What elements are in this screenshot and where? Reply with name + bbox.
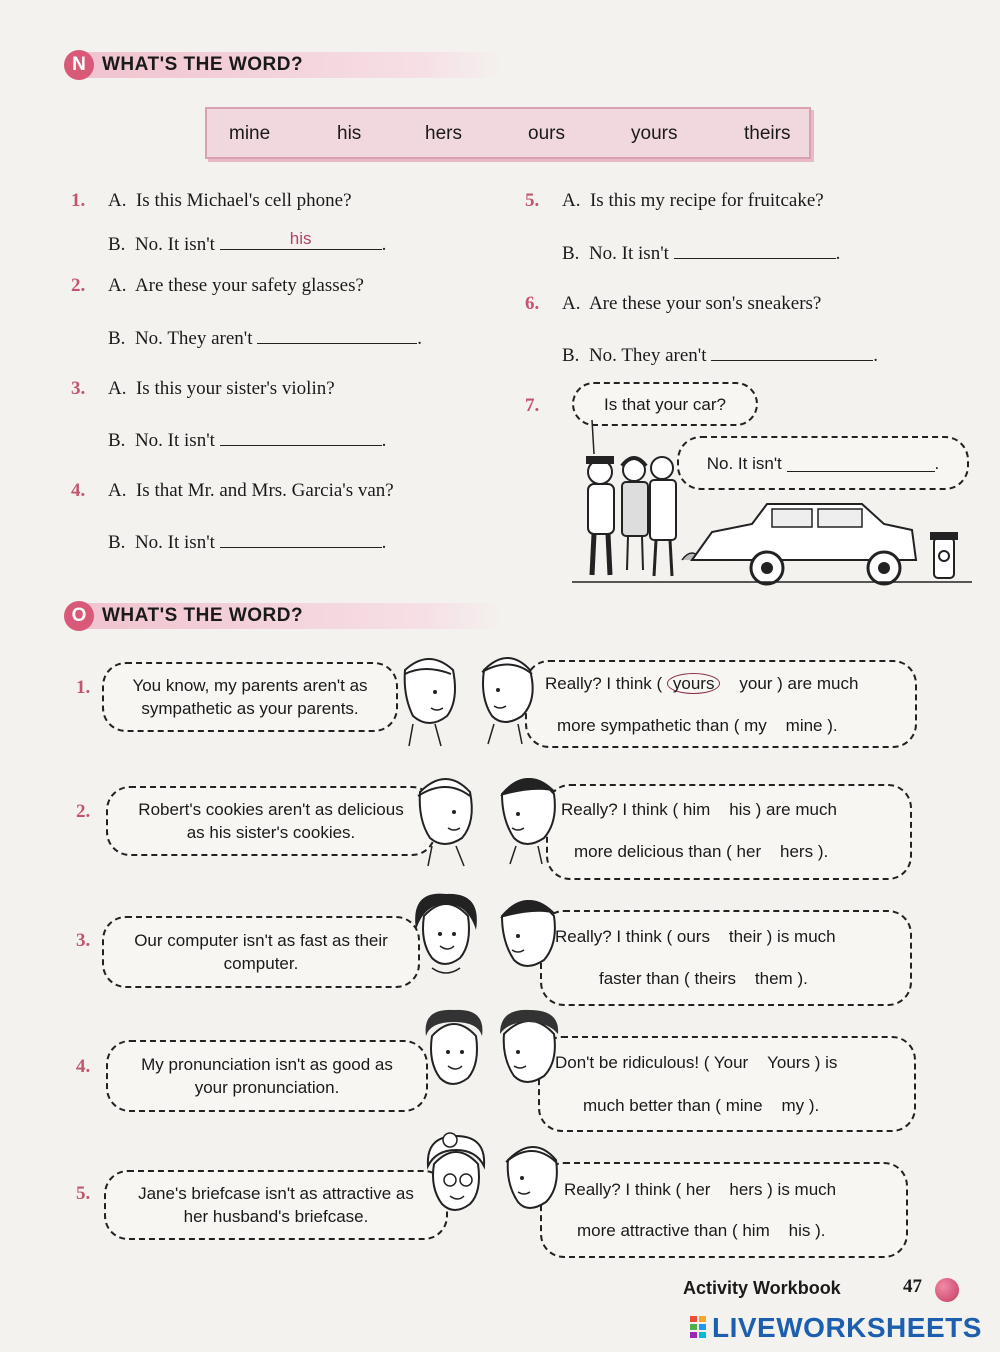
answer-blank[interactable] — [220, 229, 382, 250]
question-number: 5. — [525, 190, 540, 211]
reply-text: much better than ( — [583, 1096, 726, 1115]
answer-prefix: No. It isn't — [134, 234, 215, 255]
reply-text: Really? I think ( — [545, 674, 667, 693]
choice-option[interactable]: hers — [780, 842, 814, 861]
label-b: B. — [108, 328, 126, 349]
question-number: 3. — [76, 930, 91, 951]
reply-line-2 — [574, 842, 828, 862]
answer-blank[interactable] — [220, 530, 382, 548]
choice-option[interactable]: mine — [785, 716, 823, 735]
section-o-header — [64, 601, 506, 631]
statement-line: sympathetic as your parents. — [141, 699, 359, 718]
answer-blank[interactable] — [674, 241, 836, 259]
statement-line: You know, my parents aren't as — [132, 676, 368, 695]
choice-option[interactable]: Your — [713, 1053, 749, 1072]
reply-line-1 — [555, 927, 836, 947]
period: . — [873, 345, 878, 366]
reply-line-2 — [577, 1221, 826, 1241]
label-b: B. — [108, 234, 126, 255]
choice-option[interactable]: Yours — [767, 1053, 810, 1072]
choice-option[interactable]: theirs — [694, 969, 737, 988]
face-illustration — [420, 1130, 492, 1230]
reply-text: ). — [810, 1221, 826, 1240]
label-a: A. — [108, 378, 127, 399]
question-a — [562, 190, 824, 212]
answer-prefix: No. They aren't — [588, 345, 707, 366]
question-number: 1. — [76, 677, 91, 698]
statement-bubble — [102, 916, 420, 988]
reply-line-1 — [555, 1053, 837, 1073]
question-b — [108, 530, 386, 554]
reply-text: Don't be ridiculous! ( — [555, 1053, 714, 1072]
word-bank-item: hers — [425, 123, 462, 144]
choice-option[interactable]: yours — [667, 673, 721, 694]
word-bank-item: mine — [229, 123, 271, 144]
choice-option[interactable]: them — [754, 969, 793, 988]
period: . — [417, 328, 422, 349]
answer-blank[interactable] — [257, 326, 417, 344]
face-illustration — [474, 650, 540, 746]
face-illustration — [494, 770, 560, 866]
question-a-text: Are these your safety glasses? — [134, 275, 364, 296]
question-a — [108, 480, 394, 502]
bubble-text: Is that your car? — [604, 394, 726, 414]
reply-text: more attractive than ( — [577, 1221, 743, 1240]
liveworksheets-logo-icon — [690, 1316, 706, 1338]
statement-line: computer. — [223, 954, 299, 973]
reply-text: ) are much — [772, 674, 859, 693]
choice-option[interactable]: his — [729, 800, 751, 819]
answer-text: his — [289, 229, 312, 248]
word-bank — [205, 107, 811, 159]
reply-text: ). — [792, 969, 808, 988]
question-number: 2. — [71, 275, 86, 296]
answer-blank[interactable] — [711, 343, 873, 361]
reply-text: Really? I think ( — [561, 800, 683, 819]
question-number: 3. — [71, 378, 86, 399]
statement-bubble — [104, 1170, 448, 1240]
statement-line: as his sister's cookies. — [186, 823, 356, 842]
reply-line-2 — [557, 716, 838, 736]
choice-option[interactable]: your — [739, 674, 773, 693]
reply-text: ). — [813, 842, 829, 861]
reply-bubble — [540, 910, 912, 1006]
label-a: A. — [562, 190, 581, 211]
label-b: B. — [108, 430, 126, 451]
choice-option[interactable]: mine — [725, 1096, 763, 1115]
section-n-header — [64, 50, 506, 80]
question-b — [108, 428, 386, 452]
reply-text: more delicious than ( — [574, 842, 737, 861]
face-illustration — [395, 652, 461, 748]
page-number: 47 — [903, 1276, 922, 1297]
reply-line-1 — [564, 1180, 836, 1200]
reply-text: Really? I think ( — [564, 1180, 686, 1199]
section-n-badge: N — [64, 50, 94, 80]
car-scene-illustration — [572, 420, 972, 588]
reply-text: ). — [822, 716, 838, 735]
choice-option[interactable]: her — [685, 1180, 711, 1199]
answer-prefix: No. It isn't — [588, 243, 669, 264]
choice-option[interactable]: him — [742, 1221, 770, 1240]
section-n-title: WHAT'S THE WORD? — [86, 52, 506, 78]
choice-option[interactable]: my — [781, 1096, 805, 1115]
reply-line-1 — [561, 800, 837, 820]
period: . — [381, 430, 387, 451]
period: . — [381, 234, 387, 255]
period: . — [934, 453, 940, 473]
face-illustration — [494, 892, 560, 988]
answer-prefix: No. It isn't — [134, 430, 215, 451]
answer-prefix: No. They aren't — [134, 328, 253, 349]
reply-text: ) is much — [762, 1180, 837, 1199]
face-illustration — [500, 1136, 564, 1232]
reply-text: more sympathetic than ( — [557, 716, 745, 735]
question-a-text: Is that Mr. and Mrs. Garcia's van? — [135, 480, 394, 501]
choice-option[interactable]: their — [728, 927, 762, 946]
face-illustration — [496, 1006, 562, 1106]
statement-line: her husband's briefcase. — [183, 1207, 369, 1226]
label-b: B. — [108, 532, 126, 553]
question-number: 4. — [71, 480, 86, 501]
label-a: A. — [108, 480, 127, 501]
period: . — [835, 243, 841, 264]
label-a: A. — [108, 190, 127, 211]
choice-option[interactable]: him — [682, 800, 711, 819]
choice-option[interactable]: ours — [676, 927, 710, 946]
question-b — [562, 343, 878, 367]
label-a: A. — [108, 275, 127, 296]
question-a-text: Is this your sister's violin? — [135, 378, 335, 399]
period: . — [381, 532, 387, 553]
reply-text: Really? I think ( — [555, 927, 677, 946]
question-b — [108, 229, 387, 256]
statement-bubble — [106, 1040, 428, 1112]
question-number: 2. — [76, 801, 91, 822]
reply-text: ). — [804, 1096, 820, 1115]
question-a-text: Are these your son's sneakers? — [588, 293, 822, 314]
reply-bubble — [546, 784, 912, 880]
choice-option[interactable]: hers — [729, 1180, 763, 1199]
choice-option[interactable]: his — [788, 1221, 811, 1240]
statement-bubble — [106, 786, 436, 856]
statement-line: Jane's briefcase isn't as attractive as — [138, 1184, 414, 1203]
section-o-title: WHAT'S THE WORD? — [86, 603, 506, 629]
question-a-text: Is this my recipe for fruitcake? — [589, 190, 824, 211]
label-a: A. — [562, 293, 581, 314]
reply-line-2 — [583, 1096, 819, 1116]
reply-text: ) is — [809, 1053, 838, 1072]
statement-bubble — [102, 662, 398, 732]
question-a-text: Is this Michael's cell phone? — [135, 190, 352, 211]
question-number: 7. — [525, 395, 540, 416]
reply-line-2 — [599, 969, 808, 989]
bubble-text: No. It isn't — [706, 453, 782, 473]
question-number: 6. — [525, 293, 540, 314]
choice-option[interactable]: her — [736, 842, 762, 861]
answer-blank[interactable] — [220, 428, 382, 446]
question-a — [108, 190, 352, 212]
question-b — [108, 326, 422, 350]
footer-dot-icon — [935, 1278, 959, 1302]
reply-text: faster than ( — [599, 969, 695, 988]
reply-text: ) are much — [750, 800, 837, 819]
face-illustration — [410, 890, 482, 986]
label-b: B. — [562, 345, 580, 366]
liveworksheets-brand[interactable]: LIVEWORKSHEETS — [712, 1312, 982, 1343]
reply-line-1 — [545, 674, 858, 694]
word-bank-item: theirs — [744, 123, 791, 144]
statement-line: Robert's cookies aren't as delicious — [138, 800, 404, 819]
question-a — [562, 293, 821, 315]
statement-line: your pronunciation. — [194, 1078, 340, 1097]
question-number: 5. — [76, 1183, 91, 1204]
question-b — [562, 241, 840, 265]
face-illustration — [410, 772, 480, 868]
reply-text: ) is much — [761, 927, 836, 946]
footer-label: Activity Workbook — [683, 1278, 841, 1298]
word-bank-item: ours — [528, 123, 565, 144]
label-b: B. — [562, 243, 580, 264]
statement-line: Our computer isn't as fast as their — [134, 931, 388, 950]
word-bank-item: yours — [631, 123, 678, 144]
reply-bubble — [540, 1162, 908, 1258]
section-o-badge: O — [64, 601, 94, 631]
reply-bubble — [538, 1036, 916, 1132]
face-illustration — [418, 1006, 488, 1106]
word-bank-item: his — [337, 123, 362, 144]
question-number: 1. — [71, 190, 86, 211]
answer-prefix: No. It isn't — [134, 532, 215, 553]
statement-line: My pronunciation isn't as good as — [141, 1055, 393, 1074]
question-number: 4. — [76, 1056, 91, 1077]
question-a — [108, 378, 335, 400]
choice-option[interactable]: my — [744, 716, 767, 735]
question-a — [108, 275, 364, 297]
